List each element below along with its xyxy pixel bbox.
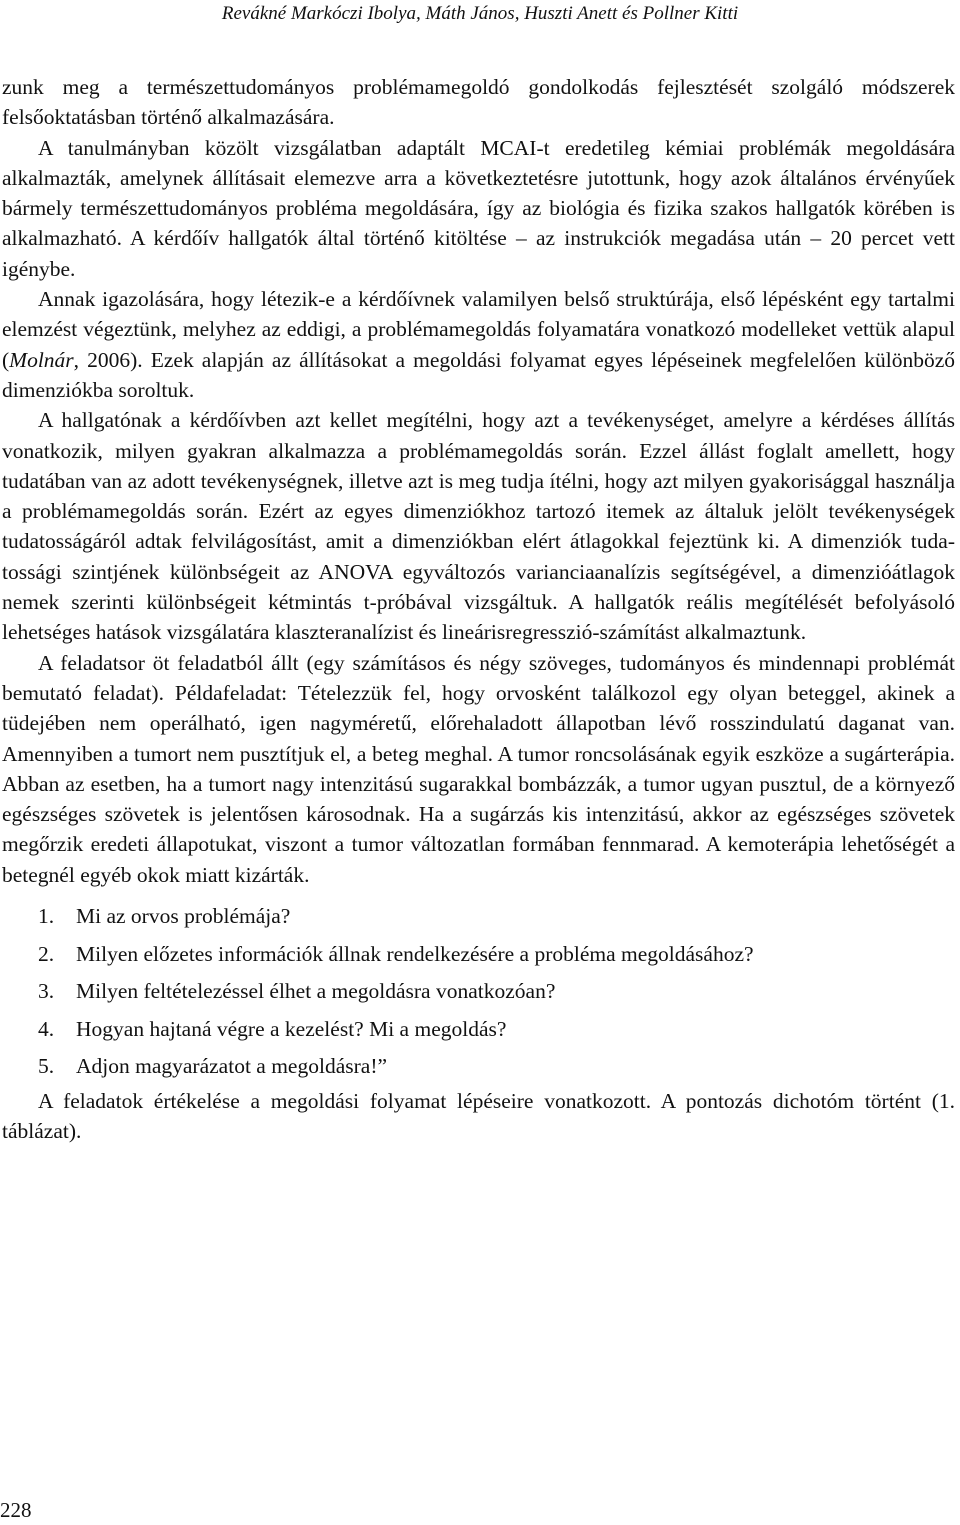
paragraph-evaluation: A feladatok értékelése a megoldási folyamat lépéseire vonatkozott. A pontozás dichotóm történt (1. táblázat).: [2, 1088, 955, 1143]
list-text: Hogyan hajtaná végre a kezelést? Mi a megoldás?: [76, 1016, 507, 1041]
page-number: 228: [0, 1498, 32, 1522]
list-item: [2, 973, 955, 1011]
paragraph-continuation: zunk meg a természettudományos problémamegoldó gondolkodás fejlesztését szolgáló módszerek felsőoktatásban történő alkalmazására.: [2, 75, 955, 130]
question-list: [2, 898, 955, 1086]
list-text: Milyen feltételezéssel élhet a megoldásra vonatkozóan?: [76, 979, 556, 1004]
list-item: [2, 898, 955, 936]
list-number: 4.: [38, 1016, 55, 1041]
running-header: Revákné Markóczi Ibolya, Máth János, Huszti Anett és Pollner Kitti: [221, 3, 739, 24]
paragraph-text: , 2006). Ezek alapján az állításokat a megoldási folyamat egyes lépéseinek megfelelően különböző dimenziókba soroltuk.: [2, 347, 955, 402]
list-number: 5.: [38, 1054, 55, 1079]
list-text: Mi az orvos problémája?: [76, 904, 291, 929]
paragraph-content-analysis: [2, 284, 955, 405]
list-text: Adjon magyarázatot a megoldásra!”: [76, 1054, 388, 1079]
paragraph-text: Annak igazolására, hogy létezik-e a kérdőívnek valamilyen belső struktúrája, első lépésként egy tartalmi elemzést végeztünk, melyhez az eddigi, a problémamegoldás folyamatára vonatkozó modelleket vettük alapul (: [2, 287, 955, 372]
paragraph-mcai-adaptation: A tanulmányban közölt vizsgálatban adaptált MCAI-t eredetileg kémiai problémák megoldására alkalmazták, amelynek állításait elemezve arra a következtetésre jutottunk, hogy azok általános érvényűek bármely természettudományos probléma megoldására, így az biológia és fizika szakos hallgatók körében is alkalmazható. A kérdőív hallgatók által történő kitöltése – az instrukciók megadása után – 20 percet vett igénybe.: [2, 135, 955, 281]
paragraph-methods: A hallgatónak a kérdőívben azt kellet megítélni, hogy azt a tevékenységet, amelyre a kérdéses állítás vonatkozik, milyen gyakran alkalmazza a problémamegoldás során. Ezzel állást foglalt amellett, hogy tudatában van az adott tevékenységnek, illetve azt is meg tudja ítélni, hogy azt milyen gyakorisággal használja a problémamegoldás során. Ezért az egyes dimenziókhoz tartozó itemek az általuk jelölt tevékenységek tudatosságáról adtak felvilágosítást, amit a dimenziókban elért átlagokkal fejeztünk ki. A dimenziók tudatossági szintjének különbségeit az ANOVA egyváltozós varianciaanalízis segítségével, a dimenzióátlagok nemek szerinti különbségeit kétmintás t-próbával vizsgáltuk. A hallgatók reális megítélését befolyásoló lehetséges hatások vizsgálatára klaszteranalízist és lineárisregresszió-számítást alkalmaztunk.: [2, 408, 955, 645]
list-item: [2, 1011, 955, 1049]
article-body: [2, 72, 955, 1146]
list-item: [2, 936, 955, 974]
list-number: 3.: [38, 979, 55, 1004]
list-text: Milyen előzetes információk állnak rendelkezésére a probléma megoldásához?: [76, 941, 754, 966]
list-item: [2, 1048, 955, 1086]
paragraph-task-example: A feladatsor öt feladatból állt (egy számításos és négy szöveges, tudományos és mindennapi problémát bemutató feladat). Példafeladat: Tételezzük fel, hogy orvosként találkozol egy olyan beteggel, akinek a tüdejében nem operálható, igen nagyméretű, előrehaladott állapotban lévő rosszindulatú daganat van. Amennyiben a tumort nem pusztítjuk el, a beteg meghal. A tumor roncsolásának egyik eszköze a sugárterápia. Abban az esetben, ha a tumort nagy intenzitású sugarakkal bombázzák, a tumor ugyan pusztul, de a környező egészséges szövetek is jelentősen károsodnak. Ha a sugárzás kis intenzitású, akkor az egészséges szövetek megőrzik eredeti állapotukat, viszont a tumor változatlan formában fennmarad. A kemoterápia lehetőségét a betegnél egyéb okok miatt kizárták.: [2, 650, 955, 887]
list-number: 2.: [38, 941, 55, 966]
citation-author: Molnár: [9, 347, 74, 372]
list-number: 1.: [38, 904, 55, 929]
